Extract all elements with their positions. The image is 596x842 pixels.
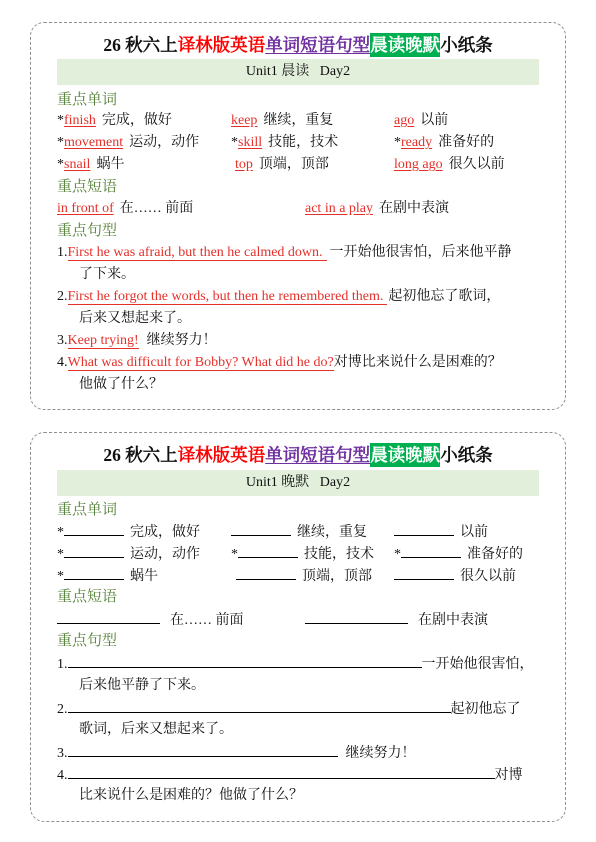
words-heading: 重点单词 [57, 502, 118, 518]
phrase-chinese: 在剧中表演 [418, 613, 488, 628]
sentence-english: Keep trying! [67, 333, 139, 348]
sentence-chinese: 继续努力！ [345, 746, 416, 761]
sentence-number: 3. [57, 746, 68, 761]
card-title [31, 443, 565, 467]
word-row [31, 111, 565, 131]
sentence-chinese: 对博 [494, 768, 523, 783]
unit-bar: Unit1 晚默 Day2 [57, 470, 539, 496]
sentence-number: 2. [57, 702, 68, 717]
sentence-chinese: 一开始他很害怕， [421, 657, 534, 672]
sentence-1-line-1 [57, 653, 534, 673]
star-mark: * [57, 113, 64, 128]
word-entry [394, 543, 523, 565]
answer-blank [394, 521, 454, 536]
word-entry [394, 521, 488, 543]
sentence-english: First he forgot the words, but then he remembered them. [68, 289, 388, 305]
sentence-chinese: 歌词，后来又想起来了。 [79, 722, 233, 737]
answer-blank [68, 653, 422, 668]
title-term: 26 秋六上 [103, 445, 178, 465]
word-entry [57, 565, 158, 587]
word-entry [57, 521, 200, 543]
sentence-english: What was difficult for Bobby? What did he do? [67, 355, 334, 370]
sentence-2-line-1 [57, 698, 521, 718]
phrases-heading: 重点短语 [57, 589, 118, 605]
word-english: top [235, 157, 253, 172]
phrase-chinese: 在…… 前面 [119, 201, 194, 216]
word-english: keep [231, 113, 258, 128]
title-badge: 晨读晚默 [370, 445, 441, 465]
word-row [31, 543, 565, 563]
word-chinese: 准备好的 [467, 547, 523, 562]
word-chinese: 蜗牛 [96, 157, 125, 172]
word-english: finish [64, 113, 96, 128]
star-mark: * [394, 135, 401, 150]
answer-blank [401, 543, 461, 558]
word-chinese: 继续，重复 [263, 113, 334, 128]
sentence-4-line-1 [57, 764, 523, 784]
sentence-chinese: 他做了什么？ [79, 377, 163, 392]
phrase-chinese: 在剧中表演 [379, 201, 450, 216]
sentences-heading: 重点句型 [57, 223, 118, 239]
sentence-4-line-2 [79, 786, 303, 806]
answer-blank [236, 565, 296, 580]
answer-blank [238, 543, 298, 558]
sentence-1-line-1 [57, 243, 512, 263]
phrase-row [31, 199, 565, 219]
star-mark: * [231, 547, 238, 562]
answer-blank [64, 521, 124, 536]
evening-dictation-card [30, 432, 566, 822]
title-suffix: 小纸条 [440, 445, 493, 465]
word-chinese: 以前 [460, 525, 488, 540]
word-entry [57, 111, 172, 131]
word-entry [236, 565, 372, 587]
phrase-entry [305, 609, 488, 631]
word-english: snail [64, 157, 91, 172]
title-edition: 译林版英语 [177, 445, 266, 465]
word-chinese: 很久以前 [460, 569, 516, 584]
word-entry [231, 133, 338, 153]
sentence-number: 3. [57, 333, 68, 348]
sentence-2-line-2 [79, 720, 233, 740]
sentences-heading: 重点句型 [57, 633, 118, 649]
word-english: long ago [394, 157, 443, 172]
phrase-row [31, 609, 565, 629]
star-mark: * [231, 135, 238, 150]
word-chinese: 顶端，顶部 [302, 569, 372, 584]
word-entry [57, 543, 200, 565]
word-english: ago [394, 113, 415, 128]
sentence-number: 1. [57, 245, 68, 260]
word-chinese: 准备好的 [438, 135, 495, 150]
word-chinese: 运动，动作 [129, 135, 200, 150]
phrase-english: act in a play [305, 201, 374, 216]
phrase-english: in front of [57, 201, 114, 216]
sentence-3-line-1 [57, 331, 217, 351]
sentence-2-line-1 [57, 287, 500, 307]
sentence-chinese: 继续努力！ [146, 333, 217, 348]
answer-blank [64, 543, 124, 558]
morning-reading-card [30, 22, 566, 410]
title-badge: 晨读晚默 [370, 35, 441, 55]
word-entry [57, 155, 124, 175]
word-entry [231, 521, 367, 543]
title-edition: 译林版英语 [177, 35, 266, 55]
star-mark: * [57, 157, 64, 172]
answer-blank [64, 565, 124, 580]
phrase-entry [57, 199, 193, 219]
sentence-number: 4. [57, 768, 68, 783]
word-chinese: 完成，做好 [101, 113, 172, 128]
sentence-chinese: 比来说什么是困难的？他做了什么？ [79, 788, 303, 803]
phrase-chinese: 在…… 前面 [170, 613, 244, 628]
word-chinese: 运动，动作 [130, 547, 200, 562]
answer-blank [57, 609, 160, 624]
star-mark: * [57, 135, 64, 150]
words-heading: 重点单词 [57, 92, 118, 108]
word-row [31, 133, 565, 153]
word-chinese: 以前 [420, 113, 449, 128]
sentence-1-line-2 [79, 676, 205, 696]
word-row [31, 521, 565, 541]
card-title [31, 33, 565, 57]
answer-blank [305, 609, 408, 624]
word-chinese: 蜗牛 [130, 569, 158, 584]
phrase-entry [305, 199, 449, 219]
word-english: movement [64, 135, 124, 150]
phrase-entry [57, 609, 244, 631]
star-mark: * [57, 547, 64, 562]
title-term: 26 秋六上 [103, 35, 178, 55]
star-mark: * [57, 569, 64, 584]
word-entry [394, 133, 494, 153]
sentence-chinese: 对博比来说什么是困难的？ [333, 355, 502, 370]
sentence-number: 2. [57, 289, 68, 304]
word-entry [394, 155, 505, 175]
unit-bar: Unit1 晨读 Day2 [57, 59, 539, 85]
sentence-1-line-2 [79, 265, 135, 285]
sentence-chinese: 起初他忘了 [450, 702, 521, 717]
sentence-number: 4. [57, 355, 68, 370]
answer-blank [68, 698, 451, 713]
sentence-chinese: 后来他平静了下来。 [79, 678, 205, 693]
star-mark: * [57, 525, 64, 540]
sentence-4-line-2 [79, 375, 163, 395]
word-chinese: 继续，重复 [297, 525, 367, 540]
title-content: 单词短语句型 [265, 35, 371, 55]
sentence-4-line-1 [57, 353, 502, 373]
word-chinese: 顶端，顶部 [258, 157, 329, 172]
word-entry [231, 543, 374, 565]
answer-blank [231, 521, 291, 536]
sentence-chinese: 起初他忘了歌词， [388, 289, 501, 304]
title-content: 单词短语句型 [265, 445, 371, 465]
sentence-3-line-1 [57, 742, 416, 762]
sentence-number: 1. [57, 657, 68, 672]
word-entry [394, 565, 516, 587]
sentence-english: First he was afraid, but then he calmed down. [68, 245, 327, 261]
word-row [31, 565, 565, 585]
sentence-chinese: 后来又想起来了。 [79, 311, 191, 326]
word-chinese: 技能，技术 [304, 547, 374, 562]
answer-blank [68, 764, 495, 779]
word-chinese: 完成，做好 [130, 525, 200, 540]
word-english: ready [401, 135, 433, 150]
sentence-2-line-2 [79, 309, 191, 329]
word-entry [394, 111, 448, 131]
answer-blank [394, 565, 454, 580]
word-entry [235, 155, 329, 175]
word-chinese: 很久以前 [448, 157, 505, 172]
word-entry [231, 111, 333, 131]
word-chinese: 技能，技术 [268, 135, 339, 150]
title-suffix: 小纸条 [440, 35, 493, 55]
sentence-chinese: 一开始他很害怕，后来他平静 [329, 245, 512, 260]
answer-blank [68, 742, 338, 757]
word-row [31, 155, 565, 175]
sentence-chinese: 了下来。 [79, 267, 135, 282]
word-english: skill [238, 135, 263, 150]
word-entry [57, 133, 199, 153]
star-mark: * [394, 547, 401, 562]
phrases-heading: 重点短语 [57, 179, 118, 195]
